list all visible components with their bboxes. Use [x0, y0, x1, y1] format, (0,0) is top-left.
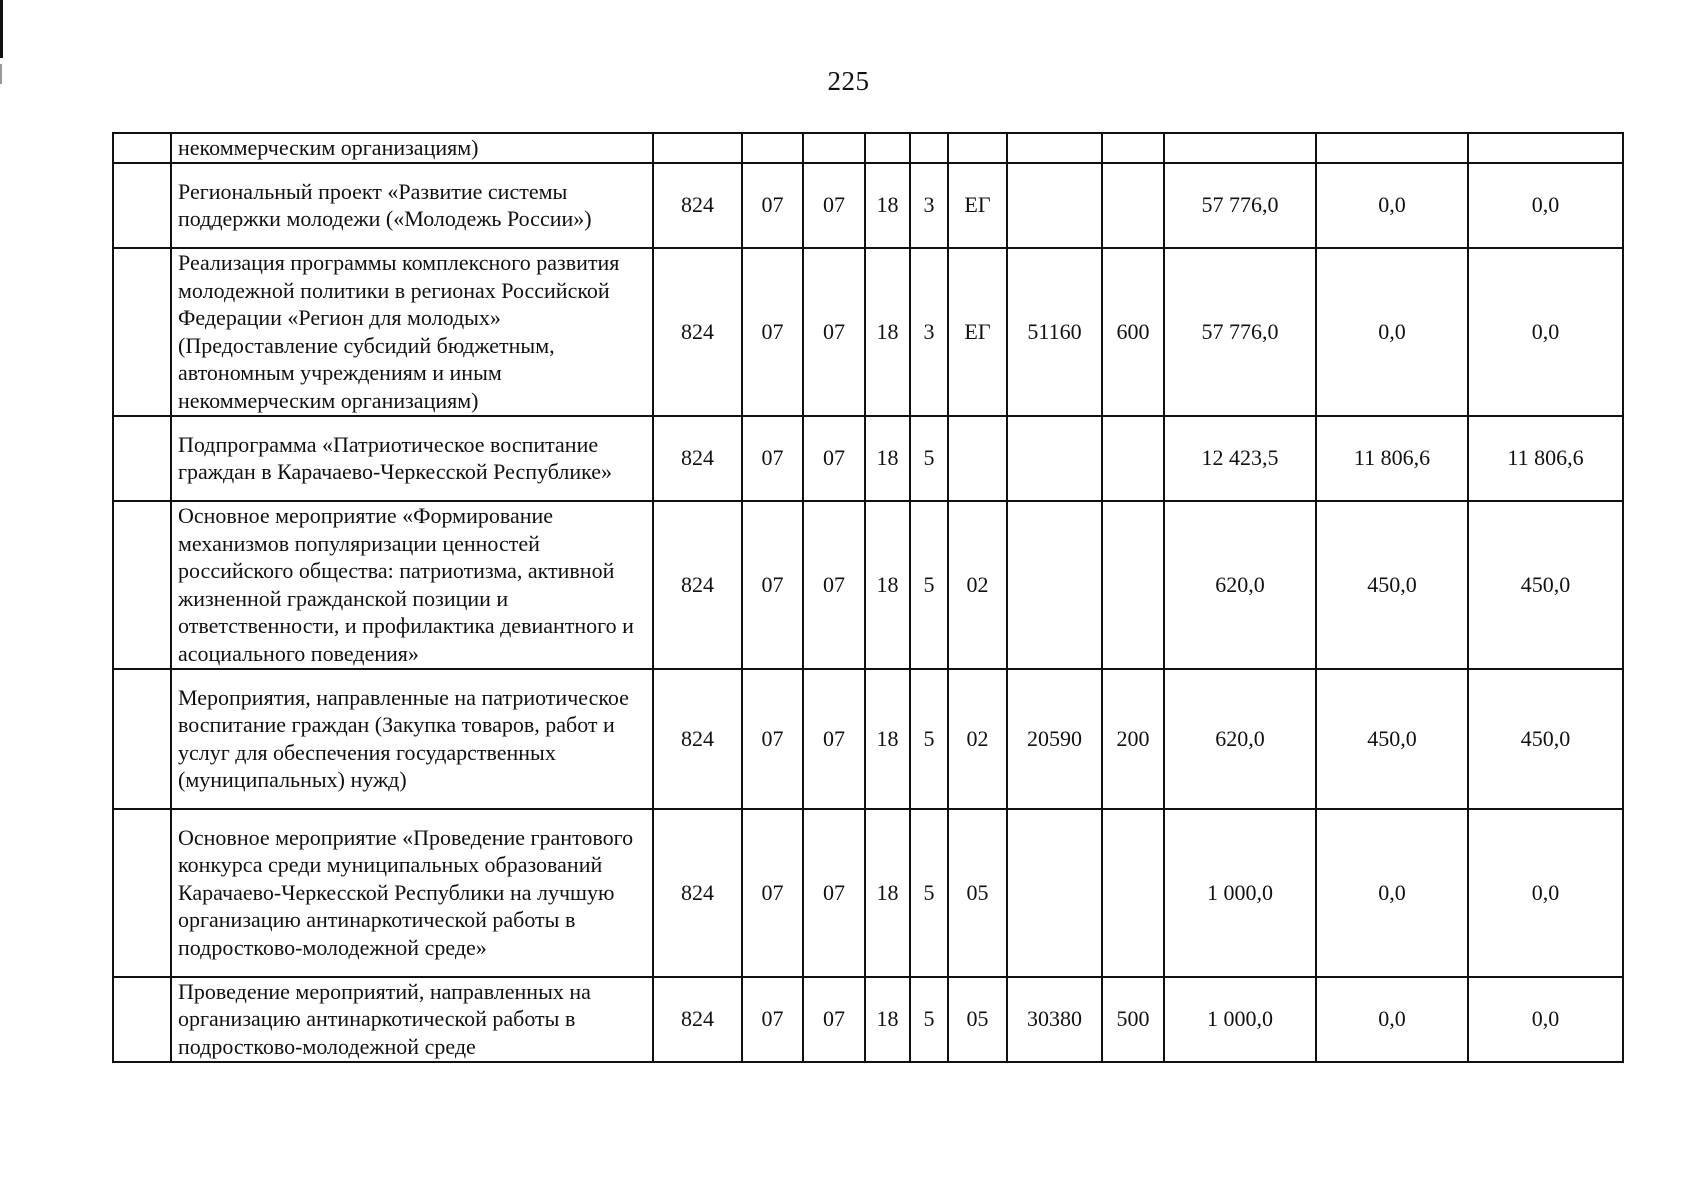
- amount-year-2: 11 806,6: [1316, 416, 1468, 501]
- section-code: 07: [742, 163, 803, 248]
- row-index-cell: [113, 133, 171, 163]
- item-name: Подпрограмма «Патриотическое воспитание граждан в Карачаево-Черкесской Республике»: [171, 416, 653, 501]
- program-code: 18: [865, 809, 910, 977]
- item-name: Мероприятия, направленные на патриотическое воспитание граждан (Закупка товаров, работ и услуг для обеспечения государственных (муниципальных) нужд): [171, 669, 653, 809]
- subprogram-code: 3: [910, 163, 948, 248]
- item-name: некоммерческим организациям): [171, 133, 653, 163]
- direction-code: 20590: [1007, 669, 1102, 809]
- program-code: 18: [865, 416, 910, 501]
- ministry-code: [653, 133, 742, 163]
- budget-table: [112, 132, 1624, 1063]
- activity-code: 05: [948, 809, 1007, 977]
- program-code: 18: [865, 163, 910, 248]
- activity-code: 02: [948, 501, 1007, 669]
- row-index-cell: [113, 501, 171, 669]
- program-code: 18: [865, 501, 910, 669]
- subprogram-code: 5: [910, 977, 948, 1062]
- section-code: 07: [742, 977, 803, 1062]
- amount-year-2: 0,0: [1316, 163, 1468, 248]
- amount-year-2: 0,0: [1316, 248, 1468, 416]
- table-row: [113, 416, 1623, 501]
- table-row: [113, 163, 1623, 248]
- row-index-cell: [113, 248, 171, 416]
- section-code: 07: [742, 809, 803, 977]
- subprogram-code: [910, 133, 948, 163]
- amount-year-2: 450,0: [1316, 501, 1468, 669]
- direction-code: [1007, 133, 1102, 163]
- direction-code: [1007, 809, 1102, 977]
- amount-year-3: 0,0: [1468, 977, 1623, 1062]
- activity-code: ЕГ: [948, 248, 1007, 416]
- program-code: 18: [865, 669, 910, 809]
- expense-type-code: 500: [1102, 977, 1164, 1062]
- page-number: 225: [827, 66, 870, 96]
- table-row: [113, 809, 1623, 977]
- amount-year-1: 57 776,0: [1164, 163, 1316, 248]
- scan-edge-mark: [0, 0, 3, 58]
- amount-year-1: 620,0: [1164, 501, 1316, 669]
- amount-year-1: 57 776,0: [1164, 248, 1316, 416]
- amount-year-3: 450,0: [1468, 669, 1623, 809]
- amount-year-2: 0,0: [1316, 809, 1468, 977]
- activity-code: [948, 416, 1007, 501]
- direction-code: [1007, 416, 1102, 501]
- activity-code: 02: [948, 669, 1007, 809]
- expense-type-code: 600: [1102, 248, 1164, 416]
- subsection-code: 07: [803, 809, 865, 977]
- subprogram-code: 5: [910, 501, 948, 669]
- subprogram-code: 5: [910, 416, 948, 501]
- ministry-code: 824: [653, 501, 742, 669]
- program-code: [865, 133, 910, 163]
- subprogram-code: 3: [910, 248, 948, 416]
- expense-type-code: [1102, 501, 1164, 669]
- item-name: Региональный проект «Развитие системы поддержки молодежи («Молодежь России»): [171, 163, 653, 248]
- row-index-cell: [113, 163, 171, 248]
- subsection-code: 07: [803, 501, 865, 669]
- subsection-code: 07: [803, 977, 865, 1062]
- item-name: Проведение мероприятий, направленных на организацию антинаркотической работы в подростково-молодежной среде: [171, 977, 653, 1062]
- section-code: [742, 133, 803, 163]
- activity-code: 05: [948, 977, 1007, 1062]
- ministry-code: 824: [653, 248, 742, 416]
- amount-year-2: 450,0: [1316, 669, 1468, 809]
- table-body: [113, 133, 1623, 1062]
- table-row: [113, 977, 1623, 1062]
- ministry-code: 824: [653, 669, 742, 809]
- subprogram-code: 5: [910, 809, 948, 977]
- table-row: [113, 501, 1623, 669]
- amount-year-1: 1 000,0: [1164, 809, 1316, 977]
- section-code: 07: [742, 501, 803, 669]
- section-code: 07: [742, 248, 803, 416]
- expense-type-code: [1102, 809, 1164, 977]
- program-code: 18: [865, 977, 910, 1062]
- ministry-code: 824: [653, 163, 742, 248]
- amount-year-1: 12 423,5: [1164, 416, 1316, 501]
- row-index-cell: [113, 809, 171, 977]
- expense-type-code: 200: [1102, 669, 1164, 809]
- expense-type-code: [1102, 416, 1164, 501]
- amount-year-1: [1164, 133, 1316, 163]
- section-code: 07: [742, 416, 803, 501]
- subsection-code: [803, 133, 865, 163]
- expense-type-code: [1102, 133, 1164, 163]
- expense-type-code: [1102, 163, 1164, 248]
- amount-year-3: 0,0: [1468, 163, 1623, 248]
- activity-code: ЕГ: [948, 163, 1007, 248]
- row-index-cell: [113, 977, 171, 1062]
- amount-year-3: 0,0: [1468, 809, 1623, 977]
- amount-year-2: 0,0: [1316, 977, 1468, 1062]
- direction-code: 30380: [1007, 977, 1102, 1062]
- subsection-code: 07: [803, 416, 865, 501]
- subprogram-code: 5: [910, 669, 948, 809]
- amount-year-3: 0,0: [1468, 248, 1623, 416]
- direction-code: [1007, 163, 1102, 248]
- program-code: 18: [865, 248, 910, 416]
- subsection-code: 07: [803, 669, 865, 809]
- table-row: [113, 133, 1623, 163]
- item-name: Реализация программы комплексного развития молодежной политики в регионах Российской Федерации «Регион для молодых» (Предоставление субсидий бюджетным, автономным учреждениям и иным некоммерческим организациям): [171, 248, 653, 416]
- direction-code: [1007, 501, 1102, 669]
- item-name: Основное мероприятие «Формирование механизмов популяризации ценностей российского общества: патриотизма, активной жизненной гражданской позиции и ответственности, и профилактика девиантного и асоциального поведения»: [171, 501, 653, 669]
- amount-year-3: 450,0: [1468, 501, 1623, 669]
- direction-code: 51160: [1007, 248, 1102, 416]
- subsection-code: 07: [803, 163, 865, 248]
- section-code: 07: [742, 669, 803, 809]
- amount-year-3: [1468, 133, 1623, 163]
- table-row: [113, 248, 1623, 416]
- row-index-cell: [113, 669, 171, 809]
- activity-code: [948, 133, 1007, 163]
- amount-year-1: 620,0: [1164, 669, 1316, 809]
- item-name: Основное мероприятие «Проведение грантового конкурса среди муниципальных образований Карачаево-Черкесской Республики на лучшую организацию антинаркотической работы в подростково-молодежной среде»: [171, 809, 653, 977]
- subsection-code: 07: [803, 248, 865, 416]
- amount-year-3: 11 806,6: [1468, 416, 1623, 501]
- row-index-cell: [113, 416, 171, 501]
- ministry-code: 824: [653, 809, 742, 977]
- table-row: [113, 669, 1623, 809]
- amount-year-1: 1 000,0: [1164, 977, 1316, 1062]
- ministry-code: 824: [653, 416, 742, 501]
- ministry-code: 824: [653, 977, 742, 1062]
- amount-year-2: [1316, 133, 1468, 163]
